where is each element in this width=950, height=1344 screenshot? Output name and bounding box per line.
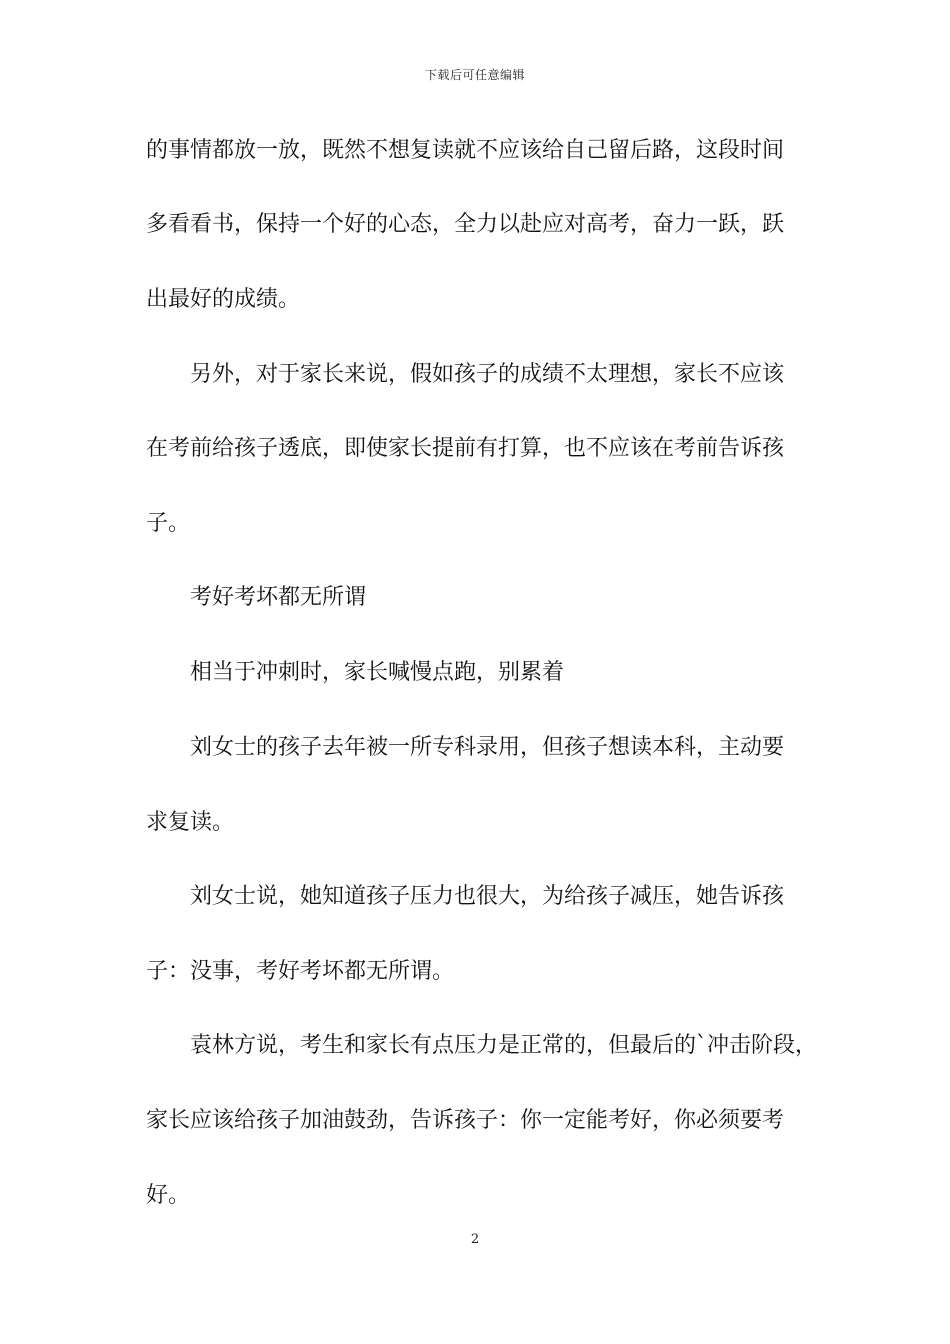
paragraph-line: 子：没事，考好考坏都无所谓。 <box>146 959 455 984</box>
section-heading: 考好考坏都无所谓 <box>190 585 367 610</box>
paragraph-line: 在考前给孩子透底，即使家长提前有打算，也不应该在考前告诉孩 <box>146 436 785 461</box>
paragraph-line: 袁林方说，考生和家长有点压力是正常的，但最后的`冲击阶段， <box>190 1033 818 1058</box>
section-subheading: 相当于冲刺时，家长喊慢点跑，别累着 <box>190 660 565 685</box>
paragraph-line: 求复读。 <box>146 810 235 835</box>
paragraph-line: 的事情都放一放，既然不想复读就不应该给自己留后路，这段时间 <box>146 138 785 163</box>
paragraph-line: 刘女士说，她知道孩子压力也很大，为给孩子减压，她告诉孩 <box>190 884 785 909</box>
page-header: 下载后可任意编辑 <box>424 68 525 82</box>
paragraph-line: 另外，对于家长来说，假如孩子的成绩不太理想，家长不应该 <box>190 362 785 387</box>
paragraph-line: 出最好的成绩。 <box>146 287 301 312</box>
paragraph-line: 家长应该给孩子加油鼓劲，告诉孩子：你一定能考好，你必须要考 <box>146 1108 785 1133</box>
paragraph-line: 刘女士的孩子去年被一所专科录用，但孩子想读本科，主动要 <box>190 735 785 760</box>
paragraph-line: 好。 <box>146 1183 191 1208</box>
page-number: 2 <box>470 1232 480 1247</box>
paragraph-line: 多看看书，保持一个好的心态，全力以赴应对高考，奋力一跃，跃 <box>146 212 785 237</box>
paragraph-line: 子。 <box>146 511 191 536</box>
